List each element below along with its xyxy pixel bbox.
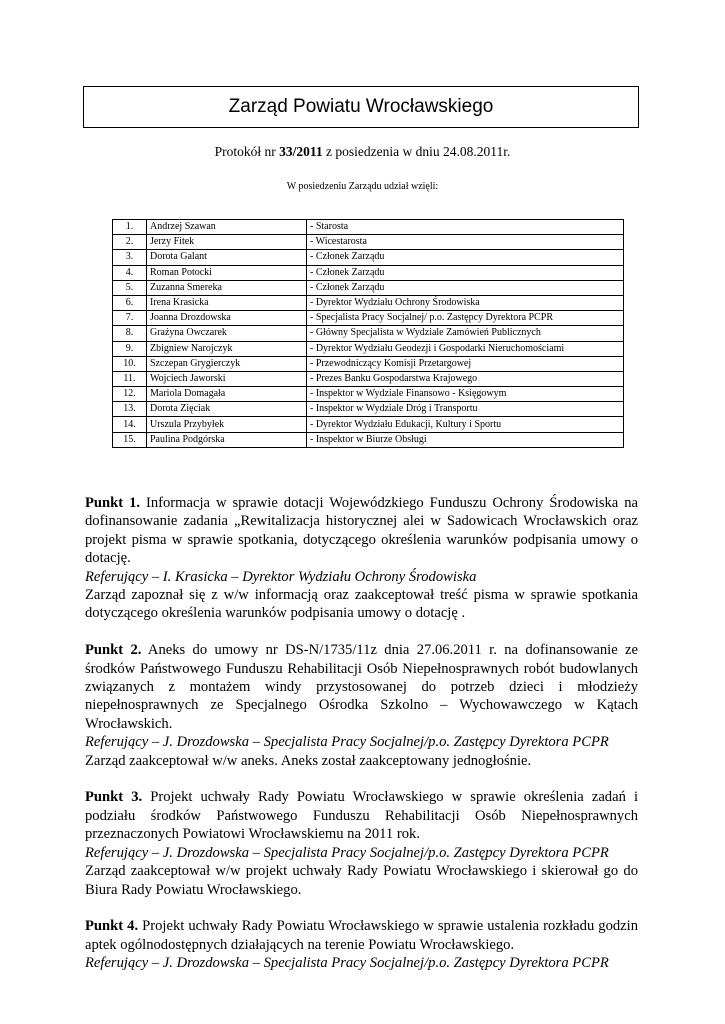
member-name: Joanna Drozdowska [147, 311, 307, 326]
table-row [113, 432, 624, 447]
member-name: Urszula Przybyłek [147, 417, 307, 432]
point-referent: Referujący – I. Krasicka – Dyrektor Wydziału Ochrony Środowiska [85, 568, 477, 585]
member-role: - Inspektor w Biurze Obsługi [307, 432, 624, 447]
point-referent: Referujący – J. Drozdowska – Specjalista Pracy Socjalnej/p.o. Zastępcy Dyrektora PCPR [85, 734, 609, 751]
member-number: 10. [113, 356, 147, 371]
member-number: 14. [113, 417, 147, 432]
protocol-number: 33/2011 [279, 144, 323, 159]
agenda-point [85, 641, 638, 770]
agenda-points [85, 494, 638, 991]
member-number: 1. [113, 220, 147, 235]
agenda-point [85, 494, 638, 623]
member-number: 12. [113, 387, 147, 402]
member-role: - Dyrektor Wydziału Edukacji, Kultury i Sportu [307, 417, 624, 432]
member-role: - Dyrektor Wydziału Geodezji i Gospodarki Nieruchomościami [307, 341, 624, 356]
member-role: - Członek Zarządu [307, 250, 624, 265]
point-text: Projekt uchwały Rady Powiatu Wrocławskiego w sprawie ustalenia rozkładu godzin aptek ogólnodostępnych działających na terenie Powiatu Wrocławskiego. [85, 918, 638, 953]
protocol-line [0, 144, 725, 160]
member-name: Jerzy Fitek [147, 235, 307, 250]
members-table-body [113, 220, 624, 448]
member-role: - Starosta [307, 220, 624, 235]
point-text: Projekt uchwały Rady Powiatu Wrocławskiego w sprawie określenia zadań i podziału środków Państwowego Funduszu Rehabilitacji Osób Niepełnosprawnych przeznaczonych Powiatowi Wrocławskiemu na 2011 rok. [85, 789, 639, 843]
point-heading: Punkt 2. [85, 642, 142, 659]
point-text: Aneks do umowy nr DS-N/1735/11z dnia 27.06.2011 r. na dofinansowanie ze środków Państwowego Funduszu Rehabilitacji Osób Niepełnosprawnych robót budowlanych związanych z montażem windy przystosowanej do potrzeb dzieci i młodzieży niepełnosprawnych ze Specjalnego Ośrodka Szkolno – Wychowawczego w Kątach Wrocławskich. [85, 642, 639, 732]
member-name: Irena Krasicka [147, 295, 307, 310]
member-role: - Prezes Banku Gospodarstwa Krajowego [307, 371, 624, 386]
table-row [113, 220, 624, 235]
member-name: Szczepan Grygierczyk [147, 356, 307, 371]
point-heading: Punkt 1. [85, 495, 141, 511]
protocol-prefix: Protokół nr [214, 144, 280, 159]
member-number: 4. [113, 265, 147, 280]
document-title-box [83, 86, 639, 128]
member-number: 2. [113, 235, 147, 250]
member-role: - Wicestarosta [307, 235, 624, 250]
table-row [113, 387, 624, 402]
table-row [113, 326, 624, 341]
attendance-intro: W posiedzeniu Zarządu udział wzięli: [286, 181, 439, 192]
point-heading: Punkt 4. [85, 918, 139, 935]
table-row [113, 402, 624, 417]
table-row [113, 341, 624, 356]
member-name: Paulina Podgórska [147, 432, 307, 447]
member-number: 15. [113, 432, 147, 447]
table-row [113, 356, 624, 371]
table-row [113, 250, 624, 265]
protocol-suffix: z posiedzenia w dniu 24.08.2011r. [322, 144, 511, 159]
member-name: Zuzanna Smereka [147, 280, 307, 295]
member-number: 7. [113, 311, 147, 326]
point-decision: Zarząd zapoznał się z w/w informacją oraz zaakceptował treść pisma w sprawie spotkania dotyczącego określenia warunków podpisania umowy o dotację . [85, 587, 638, 622]
member-number: 3. [113, 250, 147, 265]
member-number: 6. [113, 295, 147, 310]
member-role: - Członek Zarządu [307, 265, 624, 280]
member-name: Roman Potocki [147, 265, 307, 280]
member-role: - Inspektor w Wydziale Finansowo - Księgowym [307, 387, 624, 402]
member-name: Wojciech Jaworski [147, 371, 307, 386]
member-role: - Dyrektor Wydziału Ochrony Środowiska [307, 295, 624, 310]
agenda-point [85, 917, 638, 972]
member-role: - Członek Zarządu [307, 280, 624, 295]
point-decision: Zarząd zaakceptował w/w projekt uchwały Rady Powiatu Wrocławskiego i skierował go do Biura Rady Powiatu Wrocławskiego. [85, 863, 638, 898]
member-name: Andrzej Szawan [147, 220, 307, 235]
member-name: Dorota Zięciak [147, 402, 307, 417]
point-heading: Punkt 3. [85, 789, 143, 806]
table-row [113, 235, 624, 250]
member-role: - Przewodniczący Komisji Przetargowej [307, 356, 624, 371]
table-row [113, 265, 624, 280]
member-role: - Specjalista Pracy Socjalnej/ p.o. Zastępcy Dyrektora PCPR [307, 311, 624, 326]
table-row [113, 417, 624, 432]
table-row [113, 371, 624, 386]
member-number: 5. [113, 280, 147, 295]
member-name: Zbigniew Narojczyk [147, 341, 307, 356]
point-referent: Referujący – J. Drozdowska – Specjalista Pracy Socjalnej/p.o. Zastępcy Dyrektora PCPR [85, 955, 609, 972]
member-role: - Główny Specjalista w Wydziale Zamówień Publicznych [307, 326, 624, 341]
point-referent: Referujący – J. Drozdowska – Specjalista Pracy Socjalnej/p.o. Zastępcy Dyrektora PCPR [85, 844, 609, 861]
member-name: Grażyna Owczarek [147, 326, 307, 341]
member-name: Dorota Galant [147, 250, 307, 265]
agenda-point [85, 788, 638, 898]
document-title: Zarząd Powiatu Wrocławskiego [228, 96, 494, 117]
point-text: Informacja w sprawie dotacji Wojewódzkiego Funduszu Ochrony Środowiska na dofinansowanie zadania „Rewitalizacja historycznej alei w Sadowicach Wrocławskich oraz projekt pisma w sprawie spotkania, dotyczącego określenia warunków podpisania umowy o dotację. [85, 495, 638, 567]
member-name: Mariola Domagała [147, 387, 307, 402]
member-number: 13. [113, 402, 147, 417]
table-row [113, 311, 624, 326]
member-number: 9. [113, 341, 147, 356]
point-decision: Zarząd zaakceptował w/w aneks. Aneks został zaakceptowany jednogłośnie. [85, 752, 532, 769]
members-table [112, 219, 624, 448]
member-number: 8. [113, 326, 147, 341]
table-row [113, 280, 624, 295]
member-role: - Inspektor w Wydziale Dróg i Transportu [307, 402, 624, 417]
member-number: 11. [113, 371, 147, 386]
table-row [113, 295, 624, 310]
